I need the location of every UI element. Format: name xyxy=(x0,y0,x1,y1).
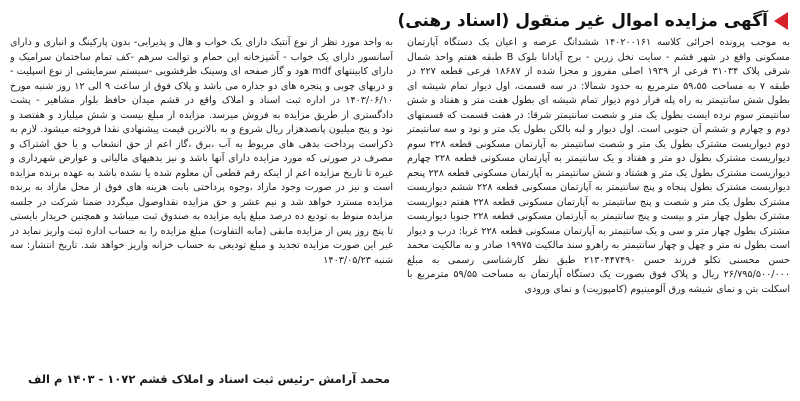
notice-column-right xyxy=(407,36,790,356)
notice-header xyxy=(10,6,790,36)
red-triangle-icon xyxy=(774,12,788,30)
notice-column-left xyxy=(10,36,393,356)
notice-body xyxy=(10,36,790,356)
notice-column-right-text: به موجب پرونده اجرائی کلاسه ۱۴۰۲۰۰۱۶۱ ششدانگ عرصه و اعیان یک دستگاه آپارتمان مسکونی واقع در شهر قشم - سایت نخل زرین - برج آپادانا بلوک B طبقه هفتم واحد شمال شرقی پلاک ۳۱۰۳۴ فرعی از ۱۹۳۹ اصلی مفروز و مجزا شده از ۱۸۶۸۷ فرعی قطعه ۲۲۷ در طبقه ۷ به مساحت ۵۹،۵۵ مترمربع به حدود شمالا: در سه قسمت، اول دیوار تمام شیشه ای بطول شش سانتیمتر به راه پله فرار دوم دیوار تمام شیشه ای بطول هفت متر و هفتاد و شش سانتیمتر سوم نرده ایست بطول یک متر و شصت سانتیمتر شرقا: در هفت قسمت که قسمتهای دوم و چهارم و ششم آن جنوبی است. اول دیوار و لبه بالکن بطول یک متر و نود و سه سانتیمتر دوم دیواریست مشترک بطول یک متر و شصت سانتیمتر به آپارتمان مسکونی قطعه ۲۲۸ سوم دیواریست مشترک بطول دو متر و هفتاد و یک سانتیمتر به آپارتمان مسکونی قطعه ۲۲۸ چهارم دیواریست مشترک بطول یک متر و هشتاد و شش سانتیمتر به آپارتمان مسکونی قطعه ۲۲۸ پنجم دیواریست مشترک بطول پنجاه و پنج سانتیمتر به آپارتمان مسکونی قطعه ۲۲۸ ششم دیواریست مشترک بطول یک متر و شصت و پنج سانتیمتر به آپارتمان مسکونی قطعه ۲۲۸ هفتم دیواریست مشترک بطول چهار متر و بیست و پنج سانتیمتر به آپارتمان مسکونی قطعه ۲۲۸ جنوبا دیواریست مشترک بطول چهار متر و سی و یک سانتیمتر به آپارتمان مسکونی قطعه ۲۲۸ غربا: درب و دیوار است بطول نه متر و چهل و چهار سانتیمتر به راهرو سند مالکیت ۱۹۹۷۵ صادر و به مالکیت محمد حسن محسنی تکلو فرزند حسن ۲۱۳۰۴۴۷۴۹۰ طبق نظر کارشناسی رسمی به مبلغ ۲۶/۷۹۵/۵۰۰/۰۰۰ ریال و پلاک فوق بصورت یک دستگاه آپارتمان به مساحت ۵۹/۵۵ مترمربع با اسکلت بتن و نمای شیشه ورق آلومینیوم (کامپوزیت) و نمای ورودی xyxy=(407,37,790,295)
notice-footer xyxy=(10,368,390,387)
notice-column-left-text: به واحد مورد نظر از نوع آنتیک دارای یک خواب و هال و پذیرایی- بدون پارکینگ و انباری و دارای آسانسور دارای یک خواب - آشپزخانه اپن حمام و توالت سرهم -کف تمام ساختمان سرامیک و دارای کابینتهای mdf هود و گاز صفحه ای وسینک ظرفشویی -سیستم سرمایشی از نوع اسپلیت - و دربهای چوبی و پنجره های دو جداره می باشد و پلاک فوق از ساعت ۹ الی ۱۲ روز شنبه مورخ ۱۴۰۳/۰۶/۱۰ در اداره ثبت اسناد و املاک واقع در قشم میدان حافظ بلوار مشاهیر - پشت دادگستری از طریق مزایده به فروش میرسد. مزایده از مبلغ بیست و شش میلیارد و هفتصد و نود و پنج میلیون پانصدهزار ریال شروع و به بالاترین قیمت پیشنهادی نقدا فروخته میشود. لازم به ذکراست پرداخت بدهی های مربوط به آب ،برق ،گاز اعم از حق انشعاب و یا حق اشتراک و مصرف در صورتی که مورد مزایده دارای آنها باشد و نیز بدهیهای مالیاتی و عوارض شهرداری و غیره تا تاریخ مزایده اعم از اینکه رقم قطعی آن معلوم شده یا نشده باشد به عهده برنده مزایده است و نیز در صورت وجود مازاد ،وجوه پرداختی بابت هزینه های فوق از محل مازاد به برنده مزایده مسترد خواهد شد و نیم عشر و حق مزایده نقداوصول میگردد ضمنا شرکت در جلسه مزایده منوط به تودیع ده درصد مبلغ پایه مزایده به صندوق ثبت میباشد و همچنین خریدار بایستی تا پنج روز پس از مزایده مابقی (مابه التفاوت) مبلغ مزایده را به حساب اداره ثبت واریز نماید در غیر این صورت مزایده تجدید و مبلغ تودیعی به حساب خزانه واریز خواهد شد. تاریخ انتشار: سه شنبه ۱۴۰۳/۰۵/۲۳ xyxy=(10,37,393,266)
notice-signature: محمد آرامش -رئیس ثبت اسناد و املاک قشم ۱۰۷۲ - ۱۴۰۳ م الف xyxy=(28,372,390,386)
notice-title: آگهی مزایده اموال غیر منقول (اسناد رهنی) xyxy=(397,11,768,31)
